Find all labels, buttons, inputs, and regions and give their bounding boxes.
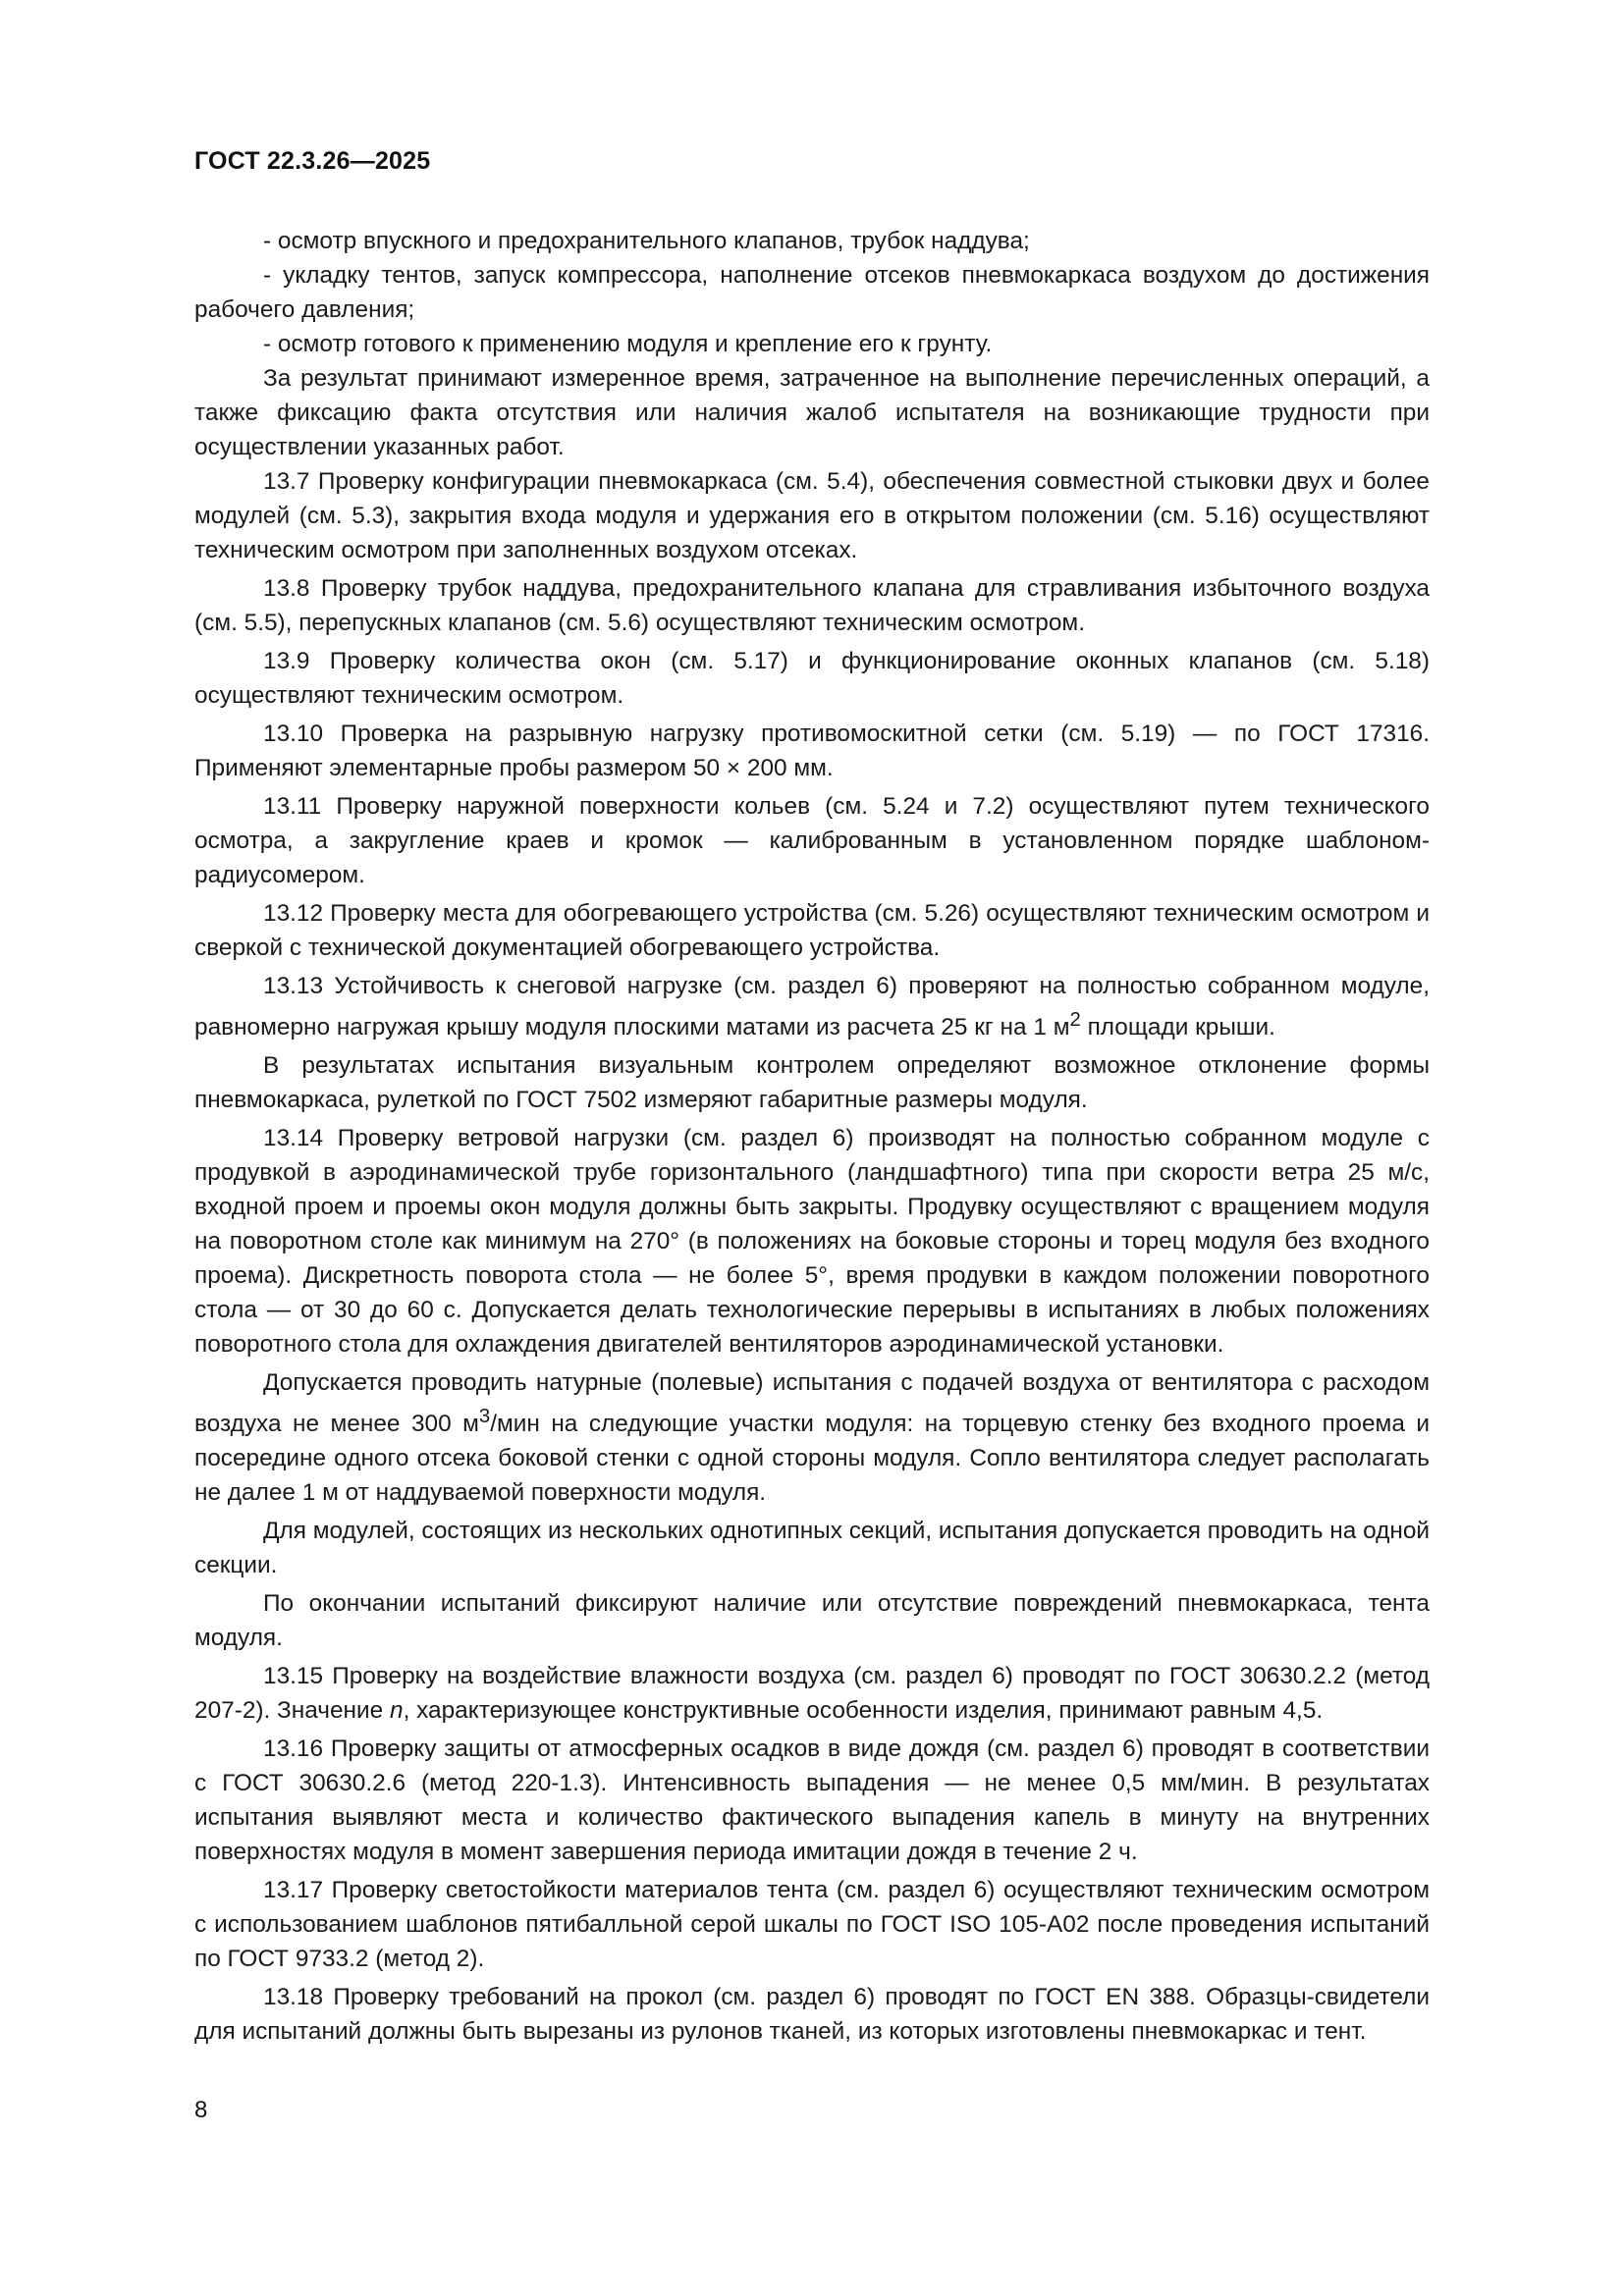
paragraph-damage: По окончании испытаний фиксируют наличие или отсутствие повреждений пневмокаркаса, тента модуля. (194, 1590, 1430, 1652)
superscript-3: 3 (478, 1406, 491, 1428)
paragraph-field-tests (194, 1365, 1430, 1510)
paragraph-13-13-main: 13.13 Устойчивость к снеговой нагрузке (см. раздел 6) проверяют на полностью собранном модуле, равномерно нагружая крышу модуля плоскими матами из расчета 25 кг на 1 м (194, 973, 1430, 1041)
paragraph-13-12: 13.12 Проверку места для обогревающего устройства (см. 5.26) осуществляют техническим осмотром и сверкой с технической документацией обогревающего устройства. (194, 900, 1430, 961)
page-number: 8 (194, 2097, 208, 2123)
paragraph-13-14: 13.14 Проверку ветровой нагрузки (см. раздел 6) производят на полностью собранном модуле с продувкой в аэродинамической трубе горизонтального (ландшафтного) типа при скорости ветра 25 м/с, входной проем и проемы окон модуля должны быть закрыты. Продувку осуществляют с вращением модуля на поворотном столе как минимум на 270° (в положениях на боковые стороны и торец модуля без входного проема). Дискретность поворота стола — не более 5°, время продувки в каждом положении поворотного стола — от 30 до 60 с. Допускается делать технологические перерывы в испытаниях в любых положениях поворотного стола для охлаждения двигателей вентиляторов аэродинамической установки. (194, 1125, 1430, 1359)
paragraph-13-7: 13.7 Проверку конфигурации пневмокаркаса (см. 5.4), обеспечения совместной стыковки двух и более модулей (см. 5.3), закрытия входа модуля и удержания его в открытом положении (см. 5.16) осуществляют техническим осмотром при заполненных воздухом отсеках. (194, 468, 1430, 563)
list-item-tent-laying: - укладку тентов, запуск компрессора, наполнение отсеков пневмокаркаса воздухом до достижения рабочего давления; (194, 262, 1430, 323)
paragraph-13-13 (194, 969, 1430, 1044)
list-item-ready-module: - осмотр готового к применению модуля и крепление его к грунту. (263, 331, 993, 357)
paragraph-13-9: 13.9 Проверку количества окон (см. 5.17) и функционирование оконных клапанов (см. 5.18) осуществляют техническим осмотром. (194, 648, 1430, 709)
list-item-inspection-valves: - осмотр впускного и предохранительного клапанов, трубок наддува; (263, 228, 1030, 254)
paragraph-result: За результат принимают измеренное время, затраченное на выполнение перечисленных операций, а также фиксацию факта отсутствия или наличия жалоб испытателя на возникающие трудности при осуществлении указанных работ. (194, 365, 1430, 460)
standard-header: ГОСТ 22.3.26—2025 (194, 147, 431, 175)
paragraph-13-13-end: площади крыши. (1080, 1014, 1275, 1041)
paragraph-13-16: 13.16 Проверку защиты от атмосферных осадков в виде дождя (см. раздел 6) проводят в соответствии с ГОСТ 30630.2.6 (метод 220-1.3). Интенсивность выпадения — не менее 0,5 мм/мин. В результатах испытания выявляют места и количество фактического выпадения капель в минуту на внутренних поверхностях модуля в момент завершения периода имитации дождя в течение 2 ч. (194, 1735, 1430, 1866)
paragraph-field-tests-end: /мин на следующие участки модуля: на торцевую стенку без входного проема и посередине одного отсека боковой стенки с одной стороны модуля. Сопло вентилятора следует располагать не далее 1 м от наддуваемой поверхности модуля. (194, 1411, 1430, 1507)
paragraph-13-15-end: , характеризующее конструктивные особенности изделия, принимают равным 4,5. (403, 1697, 1324, 1725)
italic-n: n (390, 1697, 404, 1725)
paragraph-field-tests-main: Допускается проводить натурные (полевые) испытания с подачей воздуха от вентилятора с расходом воздуха не менее 300 м (194, 1369, 1430, 1438)
paragraph-visual-control: В результатах испытания визуальным контролем определяют возможное отклонение формы пневмокаркаса, рулеткой по ГОСТ 7502 измеряют габаритные размеры модуля. (194, 1052, 1430, 1114)
paragraph-13-11: 13.11 Проверку наружной поверхности кольев (см. 5.24 и 7.2) осуществляют путем технического осмотра, а закругление краев и кромок — калиброванным в установленном порядке шаблоном-радиусомером. (194, 793, 1430, 888)
paragraph-13-18: 13.18 Проверку требований на прокол (см. раздел 6) проводят по ГОСТ EN 388. Образцы-свидетели для испытаний должны быть вырезаны из рулонов тканей, из которых изготовлены пневмокаркас и тент. (194, 1984, 1430, 2046)
paragraph-sections: Для модулей, состоящих из нескольких однотипных секций, испытания допускается проводить на одной секции. (194, 1518, 1431, 1579)
superscript-2: 2 (1069, 1009, 1081, 1031)
paragraph-13-15 (194, 1659, 1430, 1728)
body-text (194, 224, 1430, 2049)
paragraph-13-15-main: 13.15 Проверку на воздействие влажности воздуха (см. раздел 6) проводят по ГОСТ 30630.2.2 (метод 207-2). Значение (194, 1663, 1430, 1725)
paragraph-13-17: 13.17 Проверку светостойкости материалов тента (см. раздел 6) осуществляют техническим осмотром с использованием шаблонов пятибалльной серой шкалы по ГОСТ ISO 105-A02 после проведения испытаний по ГОСТ 9733.2 (метод 2). (194, 1877, 1430, 1973)
paragraph-13-10: 13.10 Проверка на разрывную нагрузку противомоскитной сетки (см. 5.19) — по ГОСТ 17316. Применяют элементарные пробы размером 50 × 200 мм. (194, 721, 1430, 781)
paragraph-13-8: 13.8 Проверку трубок наддува, предохранительного клапана для стравливания избыточного воздуха (см. 5.5), перепускных клапанов (см. 5.6) осуществляют техническим осмотром. (194, 575, 1430, 636)
